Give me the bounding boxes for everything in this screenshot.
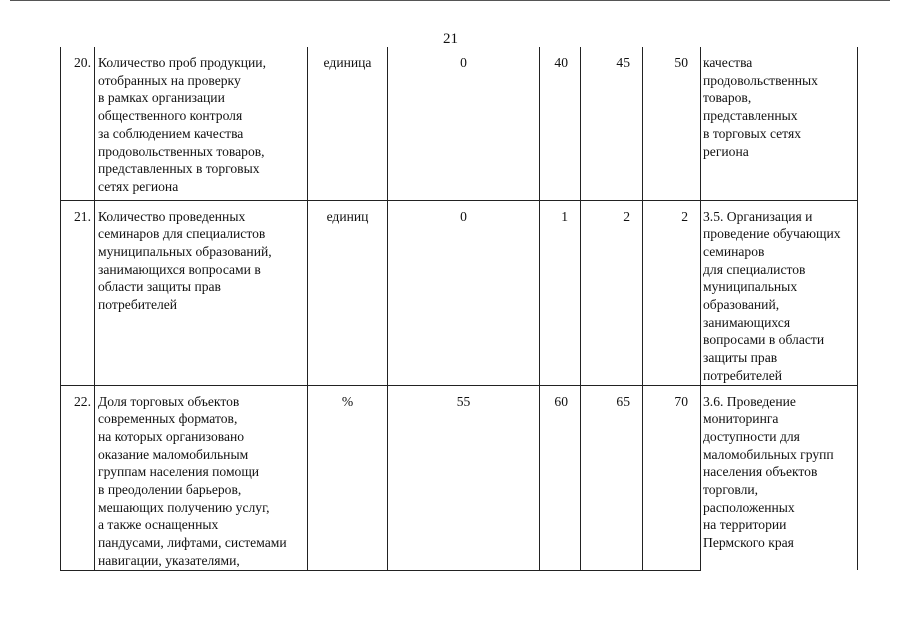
action-line: на территории — [703, 517, 787, 533]
value-base: 55 — [388, 385, 540, 570]
action-cell — [701, 47, 858, 200]
action-line: защиты прав — [703, 350, 778, 366]
action-cell — [701, 200, 858, 385]
indicator-line: Доля торговых объектов — [98, 393, 240, 409]
indicator-line: отобранных на проверку — [98, 72, 241, 88]
unit-cell: единиц — [308, 200, 388, 385]
action-line: 3.5. Организация и — [703, 208, 813, 224]
indicator-name — [95, 200, 308, 385]
indicator-line: общественного контроля — [98, 108, 243, 124]
indicator-line: Количество проб продукции, — [98, 55, 266, 70]
row-number: 22. — [61, 385, 95, 570]
indicator-line: области защиты прав — [98, 279, 221, 295]
action-line: региона — [703, 143, 749, 159]
value-year-2: 2 — [581, 200, 643, 385]
indicator-line: семинаров для специалистов — [98, 226, 266, 242]
value-year-1: 60 — [540, 385, 581, 570]
indicator-line: сетях региона — [98, 178, 179, 194]
action-line: товаров, — [703, 90, 752, 106]
action-line: расположенных — [703, 499, 795, 515]
indicator-line: продовольственных товаров, — [98, 143, 265, 159]
indicator-line: за соблюдением качества — [98, 125, 244, 141]
action-line: населения объектов — [703, 464, 818, 480]
row-number: 21. — [61, 200, 95, 385]
indicator-line: пандусами, лифтами, системами — [98, 535, 287, 551]
action-cell — [701, 385, 858, 570]
table-row — [61, 385, 858, 570]
action-line: маломобильных групп — [703, 446, 834, 462]
value-year-1: 1 — [540, 200, 581, 385]
action-line: Пермского края — [703, 535, 794, 551]
indicator-line: мешающих получению услуг, — [98, 499, 270, 515]
page-top-edge — [10, 0, 890, 1]
indicator-line: Количество проведенных — [98, 208, 246, 224]
action-line: проведение обучающих — [703, 226, 841, 242]
value-year-3: 50 — [643, 47, 701, 200]
indicator-line: в рамках организации — [98, 90, 225, 106]
action-line: торговли, — [703, 482, 759, 498]
unit-cell: единица — [308, 47, 388, 200]
indicator-name — [95, 47, 308, 200]
action-line: семинаров — [703, 243, 765, 259]
indicator-line: потребителей — [98, 297, 178, 313]
value-base: 0 — [388, 47, 540, 200]
action-line: в торговых сетях — [703, 125, 801, 141]
action-line: образований, — [703, 297, 780, 313]
action-line: качества — [703, 55, 753, 70]
indicator-line: навигации, указателями, — [98, 552, 240, 568]
action-line: продовольственных — [703, 72, 818, 88]
indicator-line: занимающихся вопросами в — [98, 261, 261, 277]
value-year-1: 40 — [540, 47, 581, 200]
action-line: занимающихся — [703, 314, 791, 330]
table-row — [61, 200, 858, 385]
action-line: доступности для — [703, 428, 800, 444]
unit-cell: % — [308, 385, 388, 570]
action-line: вопросами в области — [703, 332, 825, 348]
indicators-table — [60, 47, 858, 571]
value-year-2: 45 — [581, 47, 643, 200]
indicator-name — [95, 385, 308, 570]
indicator-line: современных форматов, — [98, 411, 238, 427]
indicator-line: оказание маломобильным — [98, 446, 249, 462]
table-row — [61, 47, 858, 200]
indicator-line: муниципальных образований, — [98, 243, 272, 259]
action-line: для специалистов — [703, 261, 806, 277]
indicator-line: представленных в торговых — [98, 161, 260, 177]
indicator-line: группам населения помощи — [98, 464, 260, 480]
indicator-line: на которых организовано — [98, 428, 245, 444]
value-year-3: 2 — [643, 200, 701, 385]
indicator-line: в преодолении барьеров, — [98, 482, 242, 498]
action-line: мониторинга — [703, 411, 779, 427]
action-line: представленных — [703, 108, 798, 124]
indicator-line: а также оснащенных — [98, 517, 219, 533]
value-year-2: 65 — [581, 385, 643, 570]
value-year-3: 70 — [643, 385, 701, 570]
action-line: потребителей — [703, 367, 783, 383]
action-line: муниципальных — [703, 279, 798, 295]
page-number: 21 — [443, 31, 458, 47]
value-base: 0 — [388, 200, 540, 385]
row-number: 20. — [61, 47, 95, 200]
action-line: 3.6. Проведение — [703, 393, 796, 409]
